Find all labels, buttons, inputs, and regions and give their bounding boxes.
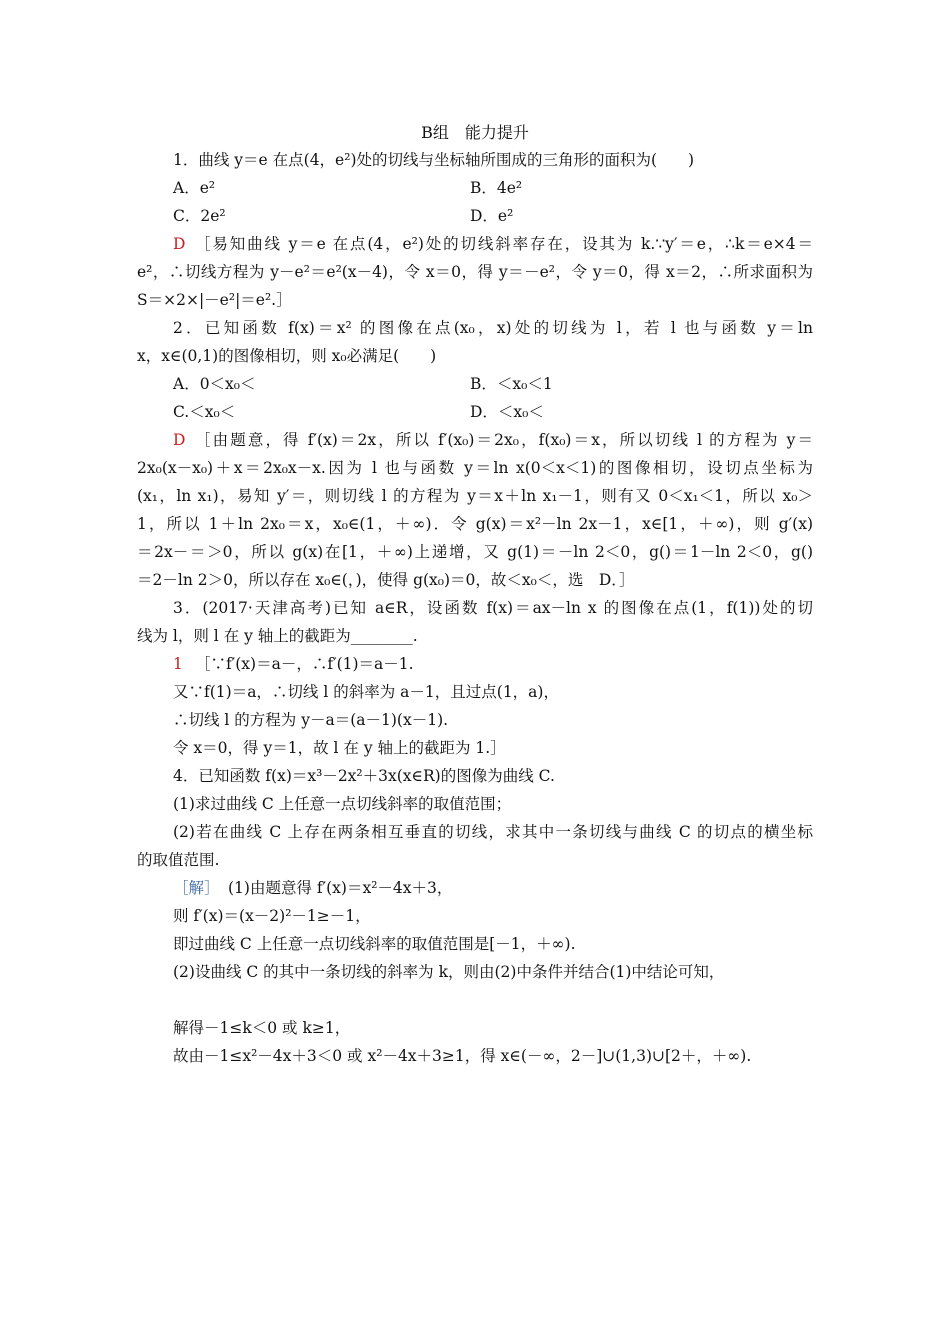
q3-answer: 1 bbox=[173, 655, 183, 673]
q4-part-2-line-1: (2)若在曲线 C 上存在两条相互垂直的切线，求其中一条切线与曲线 C 的切点的横坐标 bbox=[173, 823, 813, 841]
q3-solution-line-2: 又∵f(1)＝a，∴切线 l 的斜率为 a－1，且过点(1，a)， bbox=[173, 683, 559, 701]
q2-option-a: A．0＜x₀＜ bbox=[173, 375, 256, 393]
q2-option-c: C.＜x₀＜ bbox=[173, 403, 236, 421]
q2-solution-line-5: ＝2x－＝＞0，所以 g(x)在[1，＋∞)上递增，又 g(1)＝－ln 2＜0，g()＝1－ln 2＜0，g() bbox=[137, 543, 813, 561]
q1-solution-line-3: S＝×2×|－e²|＝e².］ bbox=[137, 291, 292, 309]
q1-option-b: B．4e² bbox=[470, 179, 523, 197]
q3-solution-line-3: ∴切线 l 的方程为 y－a＝(a－1)(x－1). bbox=[173, 711, 449, 729]
q2-solution-line-2: 2x₀(x－x₀)＋x＝2x₀x－x.因为 l 也与函数 y＝ln x(0＜x＜1)的图像相切，设切点坐标为 bbox=[137, 459, 813, 477]
q1-option-c: C．2e² bbox=[173, 207, 226, 225]
q4-solution-label: ［解］ bbox=[173, 879, 220, 897]
q2-solution-line-4: 1，所以 1＋ln 2x₀＝x，x₀∈(1，＋∞)．令 g(x)＝x²－ln 2x－1，x∈[1，＋∞)，则 g′(x) bbox=[137, 515, 813, 533]
q1-answer: D bbox=[173, 235, 186, 253]
q2-option-d: D．＜x₀＜ bbox=[470, 403, 544, 421]
q3-stem-line-1: 3．(2017·天津高考)已知 a∈R，设函数 f(x)＝ax－ln x 的图像在点(1，f(1))处的切 bbox=[173, 599, 813, 617]
q4-solution-line-2: 则 f′(x)＝(x－2)²－1≥－1， bbox=[173, 907, 371, 925]
q2-answer: D bbox=[173, 431, 186, 449]
q1-stem: 1．曲线 y＝e 在点(4，e²)处的切线与坐标轴所围成的三角形的面积为( ) bbox=[173, 151, 695, 169]
q4-stem: 4．已知函数 f(x)＝x³－2x²＋3x(x∈R)的图像为曲线 C. bbox=[173, 767, 555, 785]
q4-solution-line-4: (2)设曲线 C 的其中一条切线的斜率为 k，则由(2)中条件并结合(1)中结论可知， bbox=[173, 963, 725, 981]
q2-stem-line-1: 2．已知函数 f(x)＝x² 的图像在点(x₀，x)处的切线为 l，若 l 也与函数 y＝ln bbox=[173, 319, 813, 337]
q1-option-d: D．e² bbox=[470, 207, 514, 225]
q2-solution-line-1: ［由题意，得 f′(x)＝2x，所以 f′(x₀)＝2x₀，f(x₀)＝x，所以切线 l 的方程为 y＝ bbox=[195, 431, 813, 449]
q4-part-1: (1)求过曲线 C 上任意一点切线斜率的取值范围； bbox=[173, 795, 512, 813]
q1-solution-line-2: e²，∴切线方程为 y－e²＝e²(x－4)，令 x＝0，得 y＝－e²，令 y＝0，得 x＝2，∴所求面积为 bbox=[137, 263, 813, 281]
q2-option-b: B．＜x₀＜1 bbox=[470, 375, 553, 393]
q3-solution-line-4: 令 x＝0，得 y＝1，故 l 在 y 轴上的截距为 1.］ bbox=[173, 739, 506, 757]
q1-option-a: A．e² bbox=[173, 179, 216, 197]
q3-stem-line-2: 线为 l，则 l 在 y 轴上的截距为________. bbox=[137, 627, 418, 645]
q3-solution-line-1: ［∵f′(x)＝a－，∴f′(1)＝a－1. bbox=[195, 655, 414, 673]
q4-solution-line-3: 即过曲线 C 上任意一点切线斜率的取值范围是[－1，＋∞). bbox=[173, 935, 576, 953]
q4-solution-line-6: 故由－1≤x²－4x＋3＜0 或 x²－4x＋3≥1，得 x∈(－∞，2－]∪(1,3)∪[2＋，＋∞). bbox=[173, 1047, 752, 1065]
q4-part-2-line-2: 的取值范围. bbox=[137, 851, 220, 869]
q2-solution-line-3: (x₁，ln x₁)，易知 y′＝，则切线 l 的方程为 y＝x＋ln x₁－1，则有又 0＜x₁＜1，所以 x₀＞ bbox=[137, 487, 813, 505]
q4-solution-line-5: 解得－1≤k＜0 或 k≥1， bbox=[173, 1019, 351, 1037]
q4-solution-line-1: (1)由题意得 f′(x)＝x²－4x＋3， bbox=[228, 879, 453, 897]
q1-solution-line-1: ［易知曲线 y＝e 在点(4，e²)处的切线斜率存在，设其为 k.∵y′＝e，∴k＝e×4＝ bbox=[195, 235, 813, 253]
q2-solution-line-6: ＝2－ln 2＞0，所以存在 x₀∈(，)，使得 g(x₀)＝0，故＜x₀＜，选 D．］ bbox=[137, 571, 635, 589]
q2-stem-line-2: x，x∈(0,1)的图像相切，则 x₀必满足( ) bbox=[137, 347, 437, 365]
section-title: B组 能力提升 bbox=[421, 123, 529, 142]
